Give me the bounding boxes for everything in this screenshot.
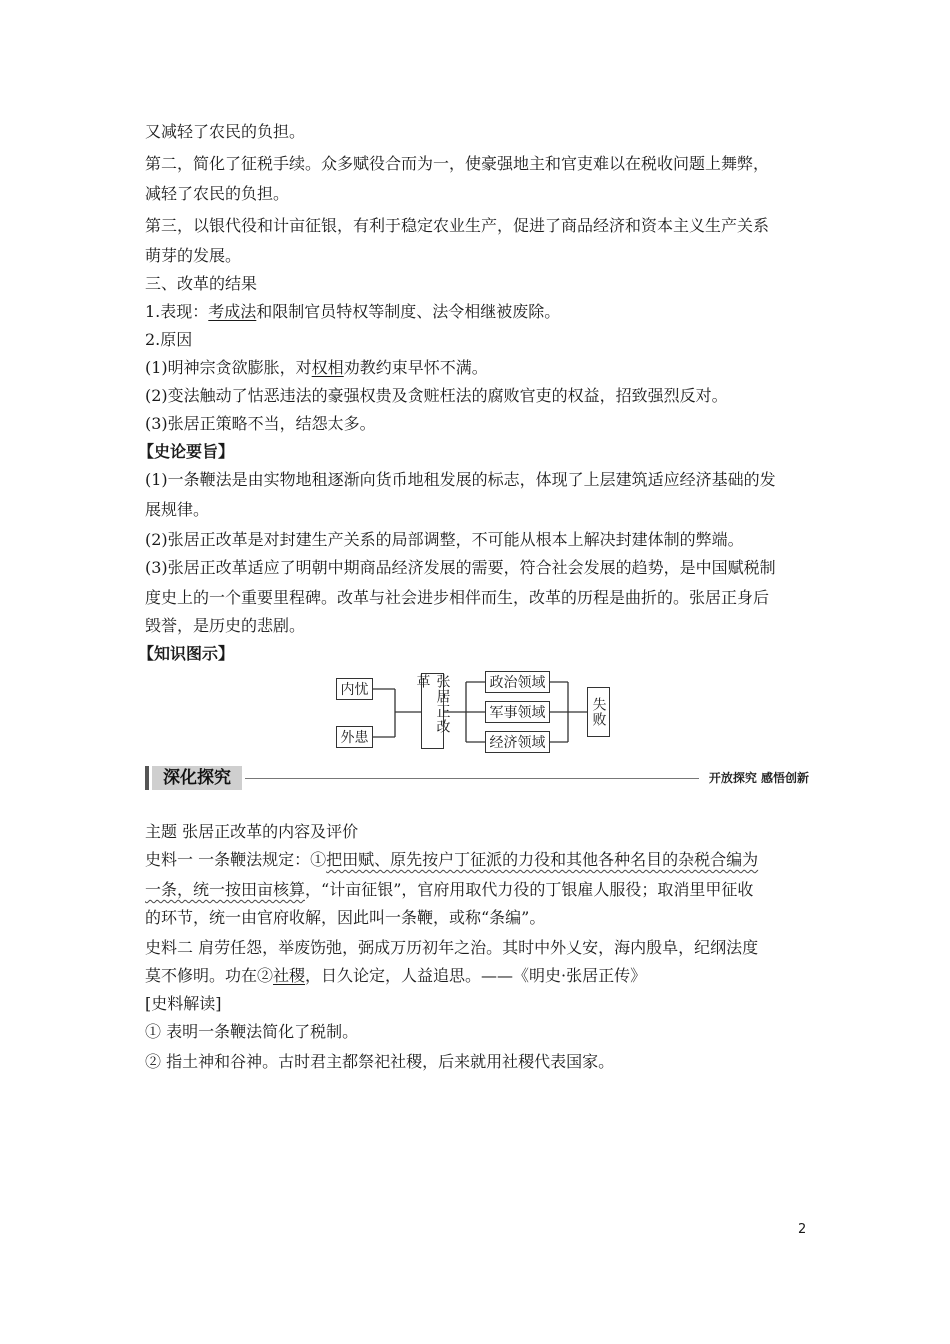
outer-threat-box: 外患: [336, 726, 373, 748]
source-1-marked: 一条，统一按田亩核算: [145, 880, 306, 899]
result-item-1-prefix: 1.表现：: [145, 302, 209, 321]
banner-tagline: 开放探究 感悟创新: [708, 771, 809, 785]
failure-box: 失败: [587, 687, 610, 737]
shilun-line: 毁誉，是历史的悲剧。: [145, 616, 306, 635]
jiedu-item-2: ② 指土神和谷神。古时君主都祭祀社稷，后来就用社稷代表国家。: [145, 1052, 615, 1071]
inner-trouble-box: 内忧: [336, 678, 373, 700]
reason-2: (2)变法触动了怙恶违法的豪强权贵及贪赃枉法的腐败官吏的权益，招致强烈反对。: [145, 386, 728, 405]
paragraph-line: 第三，以银代役和计亩征银，有利于稳定农业生产，促进了商品经济和资本主义生产关系: [145, 216, 770, 235]
military-field-box: 军事领域: [485, 701, 550, 723]
shilun-line: (2)张居正改革是对封建生产关系的局部调整，不可能从根本上解决封建体制的弊端。: [145, 530, 744, 549]
reason-1-prefix: (1)明神宗贪欲膨胀，对: [145, 358, 312, 377]
source-1-line-2: [145, 880, 753, 900]
source-2-label: 史料二: [145, 938, 194, 957]
page-number: 2: [798, 1222, 807, 1237]
economy-field-box: 经济领域: [485, 731, 550, 753]
banner-bar: [145, 766, 149, 790]
source-1-marked: 把田赋、原先按户丁征派的力役和其他各种名目的杂税合编为: [326, 850, 759, 869]
paragraph-line: 减轻了农民的负担。: [145, 184, 290, 203]
source-1-line-3: 的环节，统一由官府收解，因此叫一条鞭，或称“条编”。: [145, 908, 546, 927]
paragraph-line: 又减轻了农民的负担。: [145, 122, 306, 141]
banner-rule: [245, 778, 699, 779]
source-1-label: 史料一: [145, 850, 194, 869]
quanxiang-term: 权相: [311, 358, 344, 377]
section-banner: [145, 766, 809, 790]
jiedu-item-1: ① 表明一条鞭法简化了税制。: [145, 1022, 359, 1041]
result-item-2: 2.原因: [145, 330, 193, 349]
shilun-line: 展规律。: [145, 500, 210, 519]
politics-field-box: 政治领域: [485, 671, 550, 693]
source-2-text: ，日久论定，人益追思。——《明史·张居正传》: [305, 966, 647, 985]
zhang-reform-box: 张居正改革: [421, 673, 444, 749]
kaochengfa-term: 考成法: [208, 302, 257, 321]
reason-1-suffix: 劝教约束早怀不满。: [343, 358, 488, 377]
source-2-line-1: [145, 938, 758, 958]
sheji-term: 社稷: [273, 966, 306, 985]
paragraph-line: 萌芽的发展。: [145, 246, 242, 265]
reason-3: (3)张居正策略不当，结怨太多。: [145, 414, 376, 433]
zhishi-heading: 【知识图示】: [138, 644, 235, 663]
paragraph-line: 第二，简化了征税手续。众多赋役合而为一，使豪强地主和官吏难以在税收问题上舞弊，: [145, 154, 770, 173]
result-item-1-suffix: 和限制官员特权等制度、法令相继被废除。: [256, 302, 561, 321]
source-1-line-1: [145, 850, 758, 870]
source-2-text: 莫不修明。功在②: [145, 966, 274, 985]
source-1-text: 一条鞭法规定：①: [193, 850, 327, 869]
topic-title: 主题 张居正改革的内容及评价: [145, 822, 359, 841]
shilun-line: (1)一条鞭法是由实物地租逐渐向货币地租发展的标志，体现了上层建筑适应经济基础的发: [145, 470, 776, 489]
source-2-text: 肩劳任怨，举废饬弛，弼成万历初年之治。其时中外乂安，海内殷阜，纪纲法度: [193, 938, 759, 957]
banner-title: 深化探究: [152, 766, 242, 790]
shilun-line: (3)张居正改革适应了明朝中期商品经济发展的需要，符合社会发展的趋势，是中国赋税制: [145, 558, 776, 577]
source-1-text: ，“计亩征银”，官府用取代力役的丁银雇人服役；取消里甲征收: [305, 880, 754, 899]
shilun-line: 度史上的一个重要里程碑。改革与社会进步相伴而生，改革的历程是曲折的。张居正身后: [145, 588, 770, 607]
source-2-line-2: [145, 966, 646, 986]
shilun-heading: 【史论要旨】: [138, 442, 235, 461]
jiedu-heading: [史料解读]: [145, 994, 222, 1013]
section-heading: 三、改革的结果: [145, 274, 258, 293]
